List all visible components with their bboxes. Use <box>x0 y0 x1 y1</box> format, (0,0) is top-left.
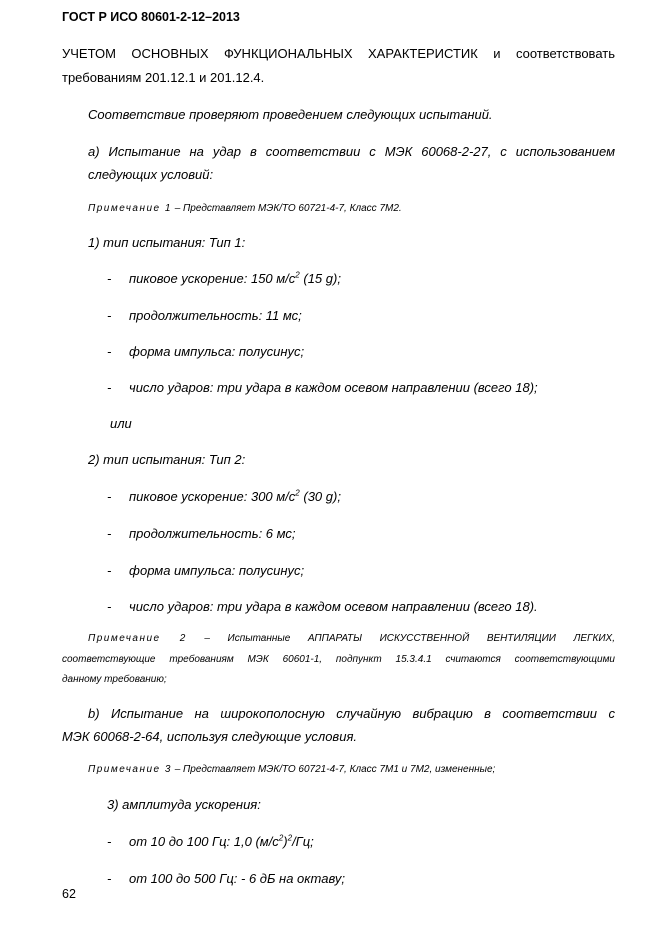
item-b-line-2: МЭК 60068-2-64, используя следующие условия. <box>62 729 358 744</box>
note-2-label: Примечание 2 <box>88 633 187 644</box>
note-1 <box>88 203 402 214</box>
list-item: - форма импульса: полусинус; <box>107 563 305 578</box>
list-item: - число ударов: три удара в каждом осевом направлении (всего 18); <box>107 380 538 395</box>
note-3-label: Примечание 3 <box>88 764 172 775</box>
item-b-line-1: b) Испытание на широкополосную случайную вибрацию в соответствии с <box>88 706 615 721</box>
list-item: - продолжительность: 11 мс; <box>107 308 302 323</box>
item-a-line-1: a) Испытание на удар в соответствии с МЭК 60068-2-27, с использованием <box>88 144 615 159</box>
item-a-line-2: следующих условий: <box>88 167 214 182</box>
compliance-statement: Соответствие проверяют проведением следующих испытаний. <box>88 107 493 122</box>
note-3-text: – Представляет МЭК/ТО 60721-4-7, Класс 7М1 и 7М2, измененные; <box>171 764 496 775</box>
document-header: ГОСТ Р ИСО 80601-2-12–2013 <box>62 10 240 24</box>
note-2-text: – Испытанные АППАРАТЫ ИСКУССТВЕННОЙ ВЕНТИЛЯЦИИ ЛЕГКИХ, <box>186 633 615 644</box>
note-2-line-2: соответствующие требованиям МЭК 60601-1, подпункт 15.3.4.1 считаются соответствующими <box>62 654 615 665</box>
list-item: - число ударов: три удара в каждом осевом направлении (всего 18). <box>107 599 538 614</box>
note-2-line-3: данному требованию; <box>62 674 167 685</box>
list-item: - продолжительность: 6 мс; <box>107 526 296 541</box>
list-item: - от 100 до 500 Гц: - 6 дБ на октаву; <box>107 871 345 886</box>
list-item: - форма импульса: полусинус; <box>107 344 305 359</box>
note-1-text: – Представляет МЭК/ТО 60721-4-7, Класс 7М2. <box>171 203 402 214</box>
test-type-1-title: 1) тип испытания: Тип 1: <box>88 235 246 250</box>
page-number: 62 <box>62 887 76 901</box>
list-item: - от 10 до 100 Гц: 1,0 $(м/с^2)^2/Гц$; <box>107 833 314 849</box>
list-item: - пиковое ускорение: 300 $м/с^2$ (30 g); <box>107 488 341 504</box>
body-line-2: требованиям 201.12.1 и 201.12.4. <box>62 70 265 85</box>
note-2-line-1 <box>88 633 615 644</box>
acceleration-amplitude-title: 3) амплитуда ускорения: <box>107 797 261 812</box>
test-type-2-title: 2) тип испытания: Тип 2: <box>88 452 246 467</box>
note-1-label: Примечание 1 <box>88 203 172 214</box>
list-item: - пиковое ускорение: 150 $м/с^2$ (15 g); <box>107 270 341 286</box>
or-separator: или <box>110 416 132 431</box>
body-line-1: УЧЕТОМ ОСНОВНЫХ ФУНКЦИОНАЛЬНЫХ ХАРАКТЕРИСТИК и соответствовать <box>62 46 615 61</box>
note-3 <box>88 764 495 775</box>
